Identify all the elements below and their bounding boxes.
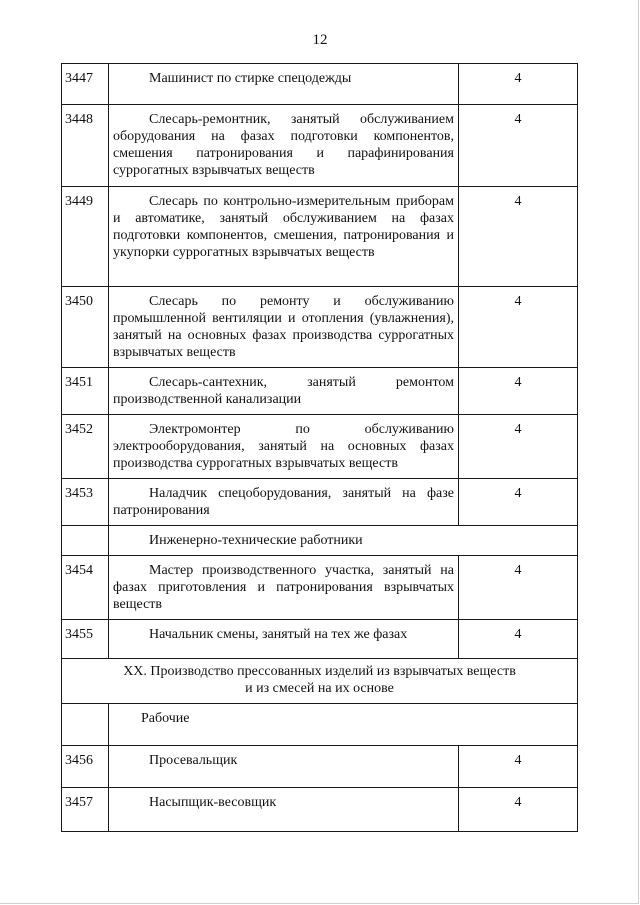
table-row	[62, 479, 578, 526]
row-name: Просевальщик	[109, 746, 459, 788]
row-value: 4	[459, 620, 578, 659]
table-row	[62, 105, 578, 187]
category-engineers: Инженерно-технические работники	[109, 526, 578, 556]
row-name: Электромонтер по обслуживанию электрооборудования, занятый на основных фазах производства суррогатных взрывчатых веществ	[109, 415, 459, 479]
row-code: 3455	[62, 620, 109, 659]
row-code: 3456	[62, 746, 109, 788]
row-name: Мастер производственного участка, занятый на фазах приготовления и патронирования взрывчатых веществ	[109, 556, 459, 620]
row-value: 4	[459, 788, 578, 832]
row-value: 4	[459, 556, 578, 620]
row-code: 3451	[62, 368, 109, 415]
table-row	[62, 415, 578, 479]
row-code: 3452	[62, 415, 109, 479]
row-name: Насыпщик-весовщик	[109, 788, 459, 832]
row-name: Наладчик спецоборудования, занятый на фазе патронирования	[109, 479, 459, 526]
occupations-table	[61, 63, 578, 832]
row-value: 4	[459, 287, 578, 368]
category-workers: Рабочие	[109, 704, 578, 746]
row-code: 3457	[62, 788, 109, 832]
row-code: 3454	[62, 556, 109, 620]
row-name: Машинист по стирке спецодежды	[109, 64, 459, 105]
section-title-line1: XX. Производство прессованных изделий из взрывчатых веществ	[123, 664, 516, 679]
row-value: 4	[459, 746, 578, 788]
row-code: 3450	[62, 287, 109, 368]
row-name: Начальник смены, занятый на тех же фазах	[109, 620, 459, 659]
row-value: 4	[459, 64, 578, 105]
table-row	[62, 368, 578, 415]
section-title-line2: и из смесей на их основе	[245, 681, 394, 696]
category-code-empty	[62, 526, 109, 556]
table-row	[62, 287, 578, 368]
page-number: 12	[312, 32, 328, 48]
table-row	[62, 788, 578, 832]
category-code-empty	[62, 704, 109, 746]
row-name: Слесарь-сантехник, занятый ремонтом производственной канализации	[109, 368, 459, 415]
row-code: 3449	[62, 187, 109, 287]
table-row	[62, 556, 578, 620]
category-row	[62, 704, 578, 746]
row-code: 3448	[62, 105, 109, 187]
table-row	[62, 620, 578, 659]
row-value: 4	[459, 479, 578, 526]
row-code: 3447	[62, 64, 109, 105]
row-name: Слесарь-ремонтник, занятый обслуживанием оборудования на фазах подготовки компонентов, смешения патронирования и парафинирования суррогатных взрывчатых веществ	[109, 105, 459, 187]
category-row	[62, 526, 578, 556]
row-name: Слесарь по контрольно-измерительным приборам и автоматике, занятый обслуживанием на фазах подготовки компонентов, смешения, патронирования и укупорки суррогатных взрывчатых веществ	[109, 187, 459, 287]
row-value: 4	[459, 368, 578, 415]
row-value: 4	[459, 415, 578, 479]
row-code: 3453	[62, 479, 109, 526]
table-row	[62, 64, 578, 105]
table-row	[62, 746, 578, 788]
table-row	[62, 187, 578, 287]
section-row	[62, 659, 578, 704]
row-value: 4	[459, 105, 578, 187]
row-name: Слесарь по ремонту и обслуживанию промышленной вентиляции и отопления (увлажнения), занятый на основных фазах производства суррогатных взрывчатых веществ	[109, 287, 459, 368]
row-value: 4	[459, 187, 578, 287]
section-title	[62, 659, 578, 704]
